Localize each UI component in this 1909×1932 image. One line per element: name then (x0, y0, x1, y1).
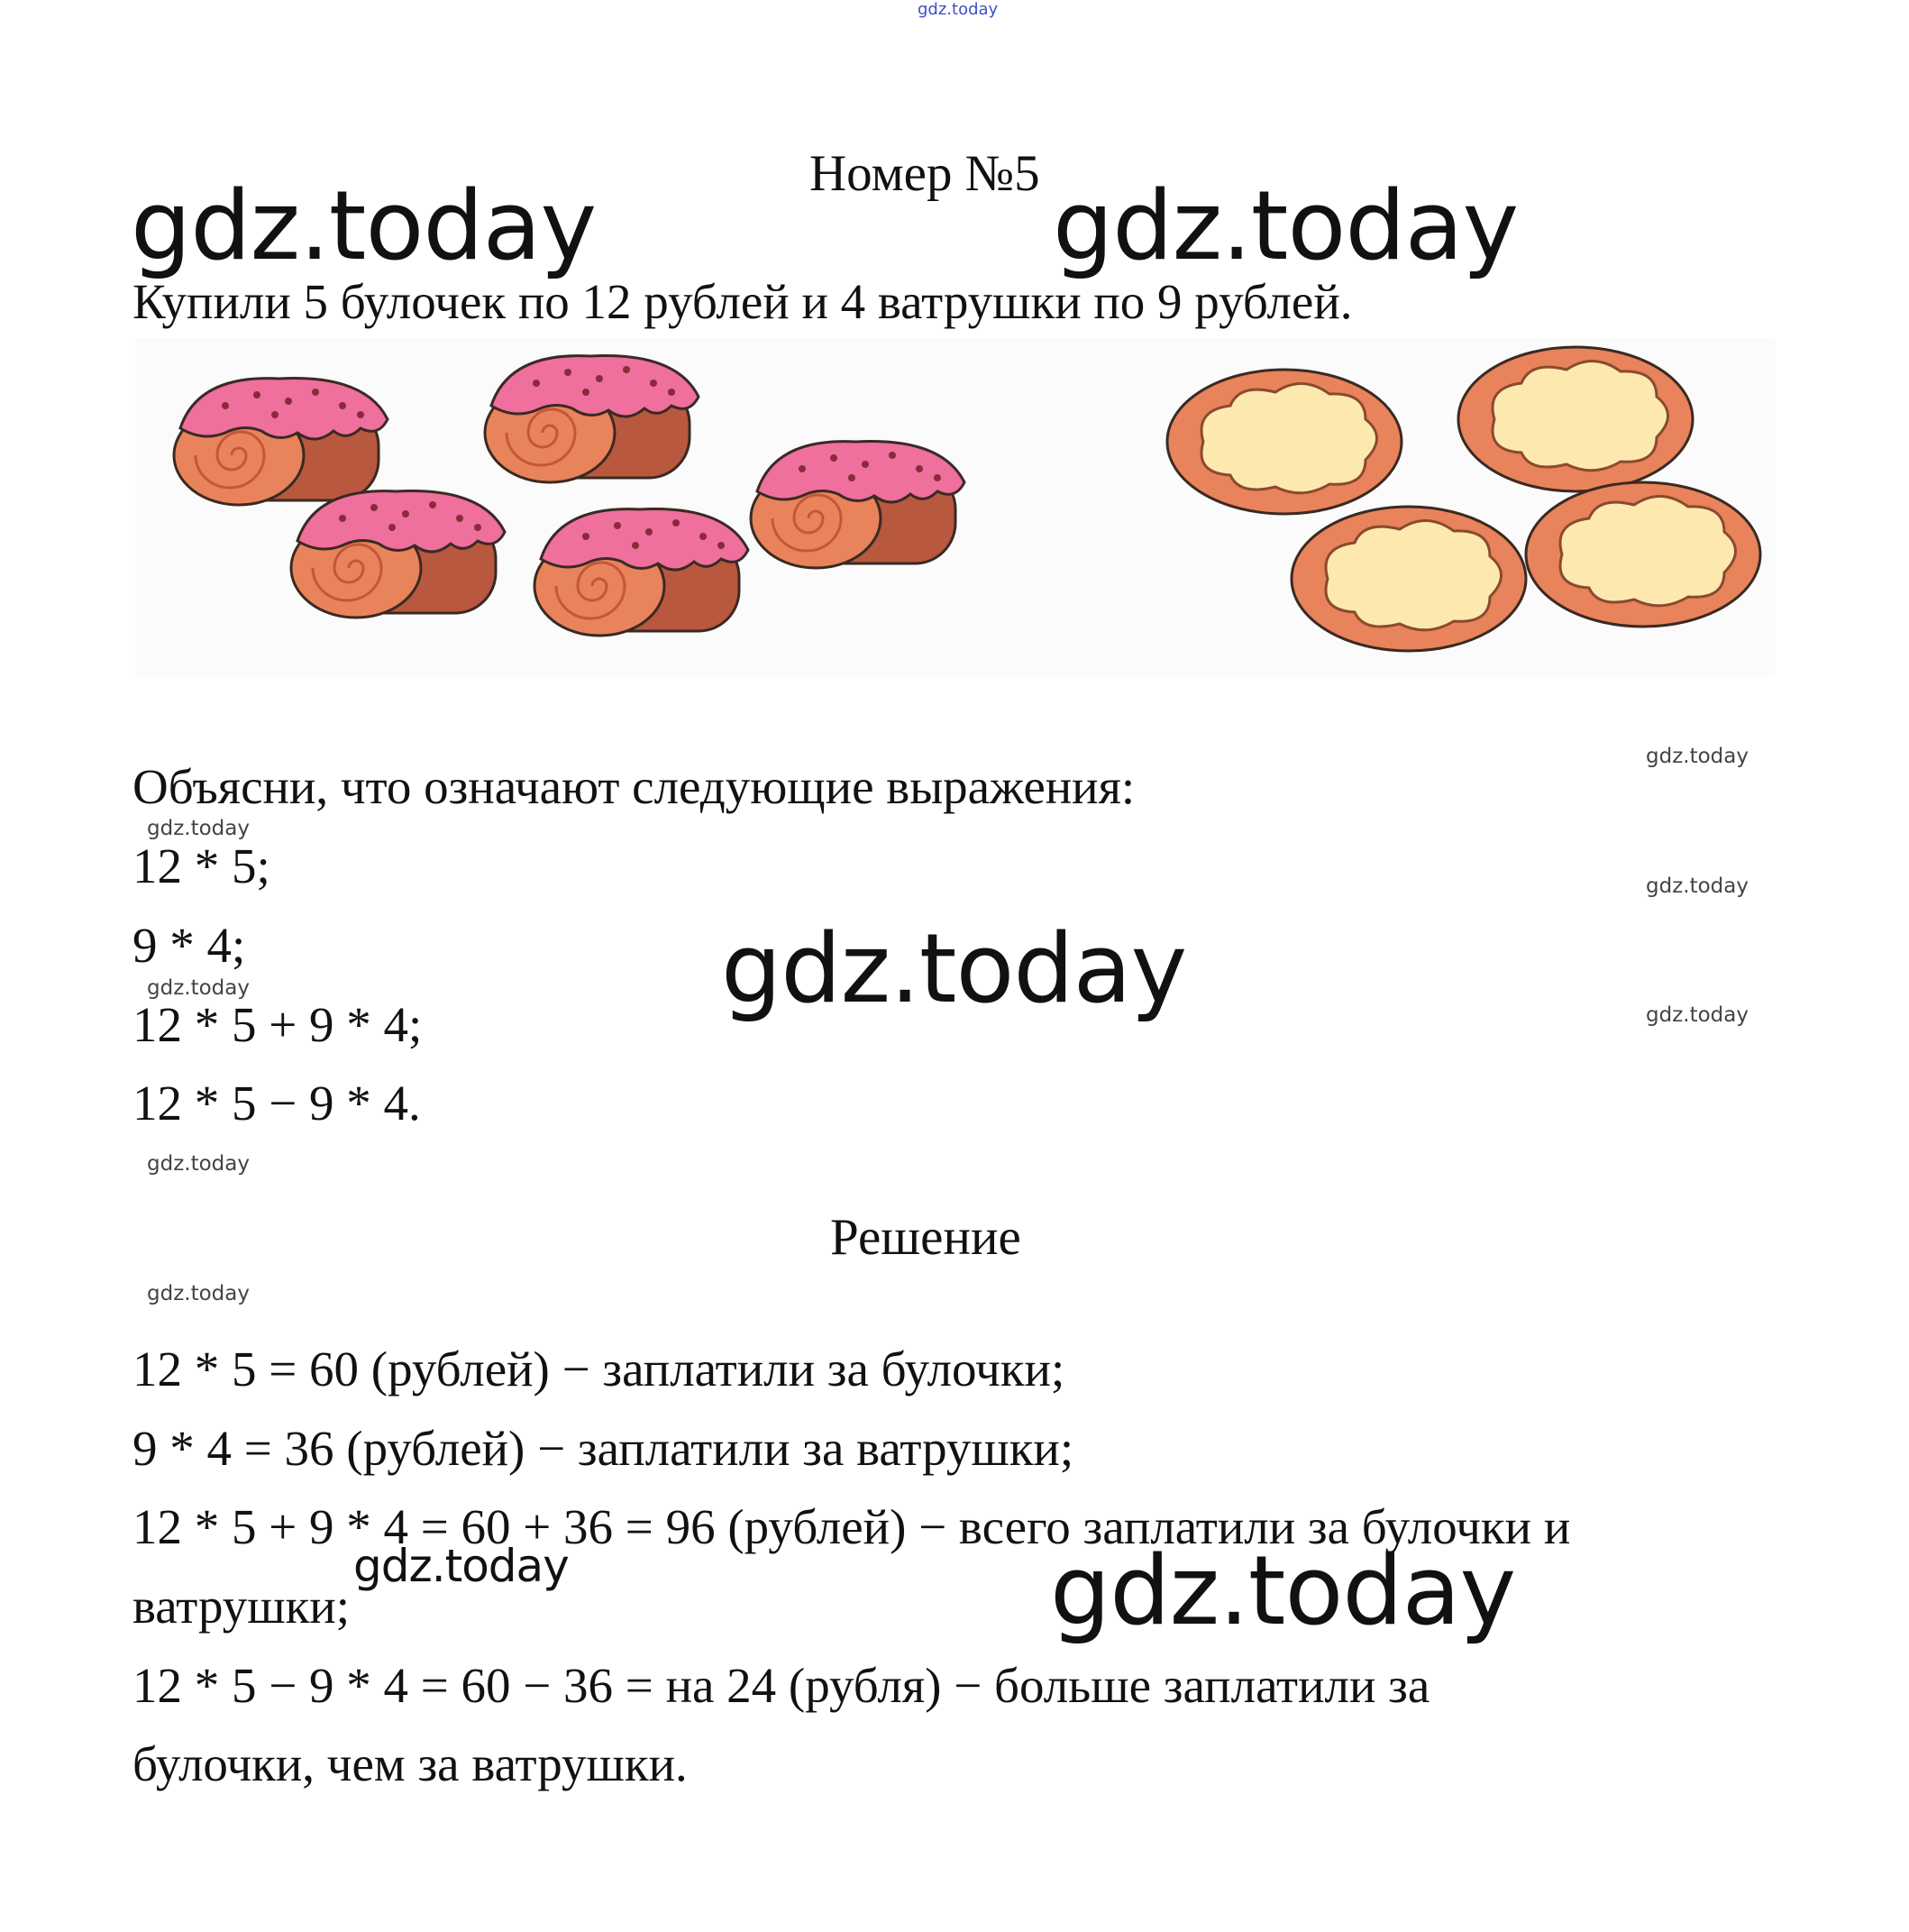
watermark-small: gdz.today (147, 976, 250, 1000)
watermark-small: gdz.today (147, 1282, 250, 1305)
roll-icon (485, 356, 699, 482)
cheesecake-icon (1458, 347, 1693, 491)
solution-heading: Решение (830, 1209, 1021, 1266)
solution-line: 12 * 5 = 60 (рублей) − заплатили за булочки; (132, 1341, 1065, 1396)
watermark-medium: gdz.today (353, 1540, 569, 1592)
expression-line: 12 * 5 − 9 * 4. (132, 1076, 421, 1131)
roll-icon (291, 491, 505, 618)
roll-icon (174, 379, 388, 505)
expression-line: 12 * 5 + 9 * 4; (132, 997, 423, 1052)
watermark-small: gdz.today (1646, 745, 1749, 768)
cheesecake-icon (1292, 507, 1526, 651)
watermark-large: gdz.today (721, 913, 1187, 1024)
cheesecake-icon (1526, 482, 1760, 627)
cheesecake-icon (1167, 370, 1402, 514)
pastry-illustration (135, 338, 1776, 676)
problem-text: Купили 5 булочек по 12 рублей и 4 ватрушки по 9 рублей. (132, 274, 1353, 329)
solution-line: 9 * 4 = 36 (рублей) − заплатили за ватрушки; (132, 1421, 1074, 1476)
roll-icon (751, 442, 964, 568)
roll-icon (534, 509, 748, 636)
watermark-large: gdz.today (1050, 1535, 1516, 1646)
watermark-small: gdz.today (1646, 1003, 1749, 1027)
solution-line: 12 * 5 − 9 * 4 = 60 − 36 = на 24 (рубля) − больше заплатили за (132, 1658, 1430, 1713)
watermark-large: gdz.today (1053, 170, 1519, 281)
watermark-top: gdz.today (918, 0, 999, 19)
question-text: Объясни, что означают следующие выражения: (132, 759, 1136, 814)
solution-line: ватрушки; (132, 1579, 351, 1634)
solution-line: 12 * 5 + 9 * 4 = 60 + 36 = 96 (рублей) − всего заплатили за булочки и (132, 1499, 1571, 1554)
expression-line: 12 * 5; (132, 838, 270, 893)
expression-line: 9 * 4; (132, 918, 246, 973)
solution-line: булочки, чем за ватрушки. (132, 1736, 688, 1791)
watermark-small: gdz.today (147, 1152, 250, 1176)
watermark-small: gdz.today (1646, 874, 1749, 898)
watermark-small: gdz.today (147, 817, 250, 840)
watermark-large: gdz.today (131, 170, 597, 281)
page-title: Номер №5 (809, 145, 1040, 202)
